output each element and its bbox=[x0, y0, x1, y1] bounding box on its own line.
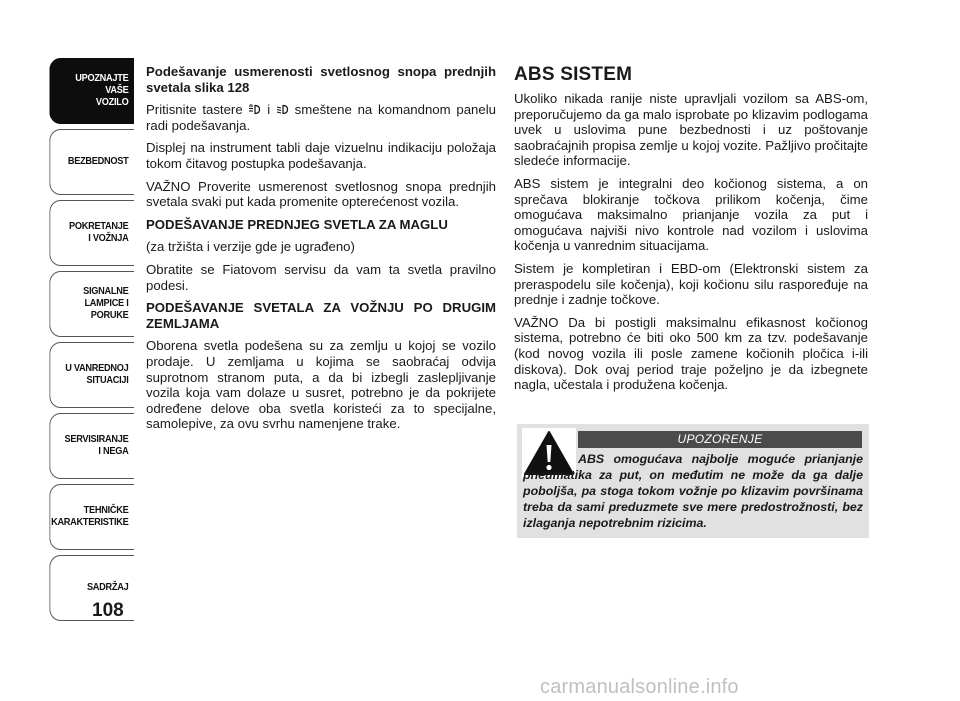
tab-bezbednost[interactable]: BEZBEDNOST bbox=[49, 129, 134, 195]
tab-signalne-lampice[interactable]: SIGNALNE LAMPICE I PORUKE bbox=[49, 271, 134, 337]
paragraph: Oborena svetla podešena su za zemlju u kojoj se vozilo prodaje. U zemljama u kojima se saobraćaj odvija suprotnom stranom puta, a da bi izbegli zaslepljivanje vozila koja vam dolaze u susret, potrebno je da pokrijete određene delove oba svetla koristeći za to specijalne, samolepive, za ovu svrhu namenjene trake. bbox=[146, 338, 496, 432]
section-title: ABS SISTEM bbox=[514, 64, 633, 85]
headlight-up-icon bbox=[248, 104, 261, 115]
paragraph bbox=[146, 102, 496, 133]
paragraph: Ukoliko nikada ranije niste upravljali vozilom sa ABS-om, preporučujemo da ga malo isprobate po klizavim podlogama uvek u uslovima pune bezbednosti i uz poštovanje saobraćajnih propisa zemlje u kojoj vozite. Pažljivo pročitajte sledeće informacije. bbox=[514, 91, 868, 169]
tab-u-vanrednoj-situaciji[interactable]: U VANREDNOJ SITUACIJI bbox=[49, 342, 134, 408]
section-heading: Podešavanje usmerenosti svetlosnog snopa prednjih svetala slika 128 bbox=[146, 64, 496, 95]
paragraph-note: (za tržišta i verzije gde je ugrađeno) bbox=[146, 239, 355, 255]
tab-pokretanje-i-voznja[interactable]: POKRETANJE I VOŽNJA bbox=[49, 200, 134, 266]
subheading: PODEŠAVANJE SVETALA ZA VOŽNJU PO DRUGIM ZEMLJAMA bbox=[146, 300, 496, 331]
left-column bbox=[146, 64, 496, 439]
paragraph: VAŽNO Da bi postigli maksimalnu efikasnost kočionog sistema, potrebno će biti oko 500 km za tzv. podešavanje (kod novog vozila ili posle zamene kočionih pločica i-ili diskova). Dok ovaj period traje poželjno je da izbegnete nagla, učestala i produžena kočenja. bbox=[514, 314, 868, 393]
page-number: 108 bbox=[92, 600, 124, 621]
paragraph: Obratite se Fiatovom servisu da vam ta svetla pravilno podesi. bbox=[146, 261, 496, 293]
text: Pritisnite tastere bbox=[146, 102, 249, 118]
warning-label: UPOZORENJE bbox=[578, 431, 862, 448]
text: i bbox=[261, 102, 276, 118]
watermark: carmanualsonline.info bbox=[540, 676, 739, 698]
tab-upoznajte-vase-vozilo[interactable]: UPOZNAJTE VAŠE VOZILO bbox=[49, 58, 134, 124]
tab-servisiranje-i-nega[interactable]: SERVISIRANJE I NEGA bbox=[49, 413, 134, 479]
right-column bbox=[514, 64, 868, 400]
paragraph: Sistem je kompletiran i EBD-om (Elektronski sistem za preraspodelu sile kočenja), koji kočionu silu raspoređuje na prednje i zadnje točkove. bbox=[514, 260, 868, 308]
paragraph: VAŽNO Proverite usmerenost svetlosnog snopa prednjih svetala svaki put kada promenite opterećenost vozila. bbox=[146, 178, 496, 210]
subheading: PODEŠAVANJE PREDNJEG SVETLA ZA MAGLU bbox=[146, 216, 448, 232]
tab-sadrzaj[interactable]: SADRŽAJ bbox=[49, 555, 134, 621]
warning-box bbox=[517, 424, 869, 538]
tab-tehnicke-karakteristike[interactable]: TEHNIČKE KARAKTERISTIKE bbox=[49, 484, 134, 550]
text: smeštene na komandnom panelu radi podešavanja. bbox=[146, 102, 496, 133]
paragraph: Displej na instrument tabli daje vizuelnu indikaciju položaja tokom čitavog postupka podešavanja. bbox=[146, 140, 496, 171]
chapter-tabs bbox=[42, 58, 134, 626]
warning-text: ABS omogućava najbolje moguće prianjanje pneumatika za put, on međutim ne može da ga dalje poboljša, pa stoga tokom vožnje po klizavim površinama treba da sami preduzmete sve mere predostrožnosti, bez izlaganja nepotrebnim rizicima. bbox=[523, 452, 863, 530]
paragraph: ABS sistem je integralni deo kočionog sistema, a on sprečava blokiranje točkova prilikom kočenja, čime omogućava maksimalno prianjanje vozila za put i omogućava najviši nivo kontrole nad vozilom i uslovima kočenja u vanrednim situacijama. bbox=[514, 175, 868, 254]
headlight-down-icon bbox=[276, 104, 289, 115]
